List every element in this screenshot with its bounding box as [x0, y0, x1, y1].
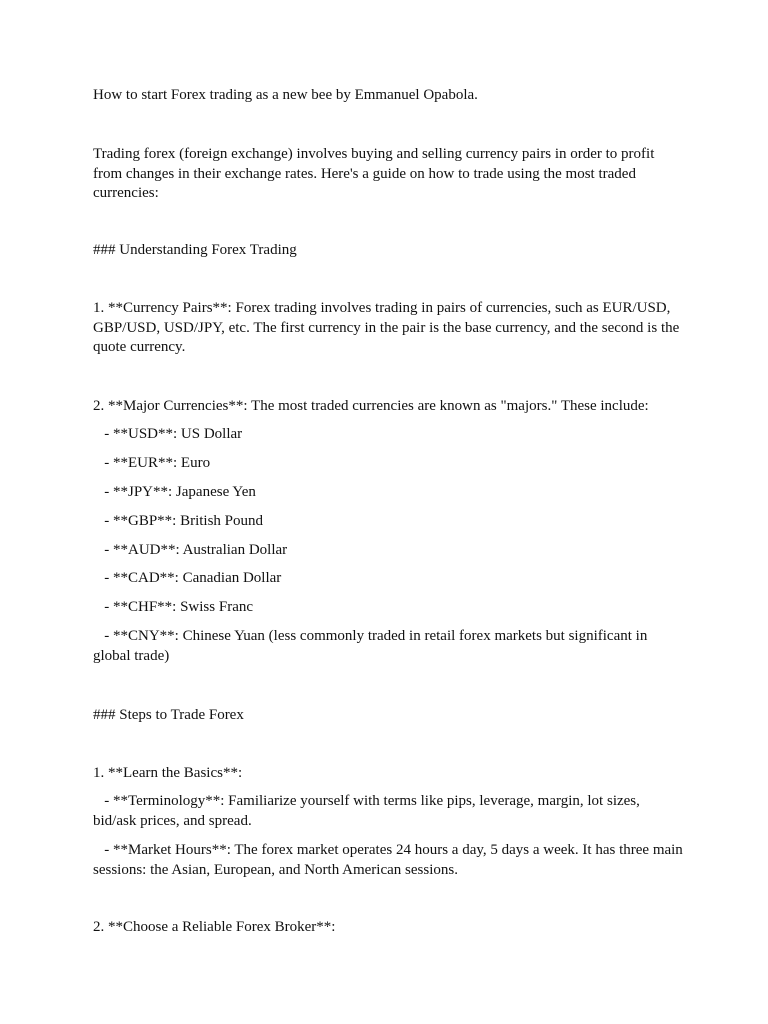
point-major-currencies: 2. **Major Currencies**: The most traded currencies are known as "majors." These include:	[93, 398, 649, 414]
currency-item-eur: - **EUR**: Euro	[104, 455, 211, 471]
currency-item-cny: - **CNY**: Chinese Yuan (less commonly traded in retail forex markets but significant in global trade)	[93, 628, 648, 664]
step-learn-basics: 1. **Learn the Basics**:	[93, 765, 243, 781]
point-currency-pairs: 1. **Currency Pairs**: Forex trading involves trading in pairs of currencies, such as EUR/USD, GBP/USD, USD/JPY, etc. The first currency in the pair is the base currency, and the second is the quote currency.	[93, 300, 680, 355]
section-heading-steps: ### Steps to Trade Forex	[93, 707, 244, 723]
currency-item-aud: - **AUD**: Australian Dollar	[104, 542, 288, 558]
intro-paragraph: Trading forex (foreign exchange) involves buying and selling currency pairs in order to profit from changes in their exchange rates. Here's a guide on how to trade using the most traded currencies:	[93, 146, 655, 201]
currency-item-chf: - **CHF**: Swiss Franc	[104, 599, 254, 615]
document-title: How to start Forex trading as a new bee by Emmanuel Opabola.	[93, 87, 478, 103]
currency-item-jpy: - **JPY**: Japanese Yen	[104, 484, 256, 500]
step-item-market-hours: - **Market Hours**: The forex market operates 24 hours a day, 5 days a week. It has three main sessions: the Asian, European, and North American sessions.	[93, 842, 683, 878]
section-heading-understanding: ### Understanding Forex Trading	[93, 242, 297, 258]
currency-item-usd: - **USD**: US Dollar	[104, 426, 243, 442]
currency-item-cad: - **CAD**: Canadian Dollar	[104, 570, 282, 586]
step-item-terminology: - **Terminology**: Familiarize yourself with terms like pips, leverage, margin, lot sizes, bid/ask prices, and spread.	[93, 793, 640, 829]
currency-item-gbp: - **GBP**: British Pound	[104, 513, 264, 529]
step-choose-broker: 2. **Choose a Reliable Forex Broker**:	[93, 919, 336, 935]
